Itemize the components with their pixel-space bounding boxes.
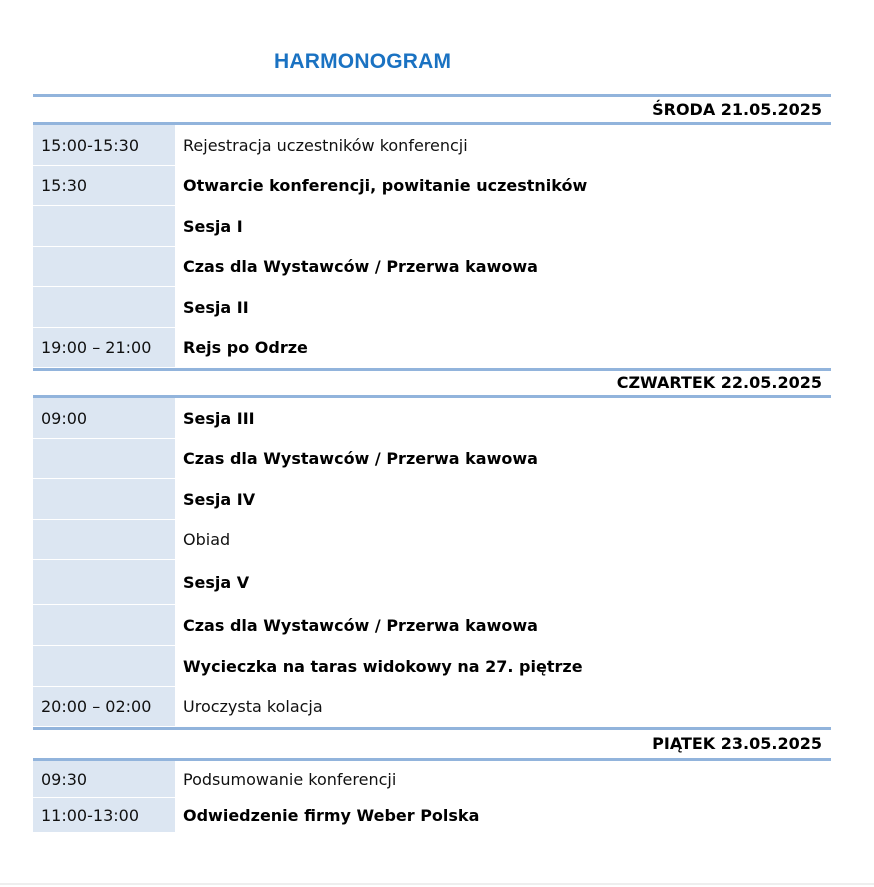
event-cell: Sesja V xyxy=(183,572,250,592)
time-cell: 20:00 – 02:00 xyxy=(33,687,175,726)
time-cell: 11:00-13:00 xyxy=(33,798,175,832)
table-row xyxy=(33,560,831,605)
time-cell: 19:00 – 21:00 xyxy=(33,328,175,367)
event-cell: Otwarcie konferencji, powitanie uczestników xyxy=(183,176,588,195)
time-cell xyxy=(33,479,175,519)
table-row xyxy=(33,247,831,287)
table-row xyxy=(33,798,831,832)
event-cell: Sesja II xyxy=(183,297,249,317)
event-cell: Czas dla Wystawców / Przerwa kawowa xyxy=(183,615,538,635)
time-cell: 09:30 xyxy=(33,761,175,797)
event-cell: Wycieczka na taras widokowy na 27. piętrze xyxy=(183,656,583,676)
table-row xyxy=(33,166,831,206)
table-row xyxy=(33,646,831,687)
time-cell: 15:30 xyxy=(33,166,175,205)
table-row xyxy=(33,479,831,520)
table-row xyxy=(33,439,831,479)
table-row xyxy=(33,125,831,166)
event-cell: Sesja I xyxy=(183,216,243,236)
time-cell: 09:00 xyxy=(33,398,175,438)
bottom-divider xyxy=(0,883,874,885)
time-cell xyxy=(33,287,175,327)
time-cell xyxy=(33,605,175,645)
day-header-thursday: CZWARTEK 22.05.2025 xyxy=(33,368,831,398)
event-cell: Rejs po Odrze xyxy=(183,338,308,357)
schedule-table xyxy=(33,94,831,832)
event-cell: Podsumowanie konferencji xyxy=(183,769,397,789)
table-row xyxy=(33,328,831,368)
event-cell: Sesja IV xyxy=(183,489,256,509)
event-cell: Odwiedzenie firmy Weber Polska xyxy=(183,805,480,825)
table-row xyxy=(33,206,831,247)
time-cell: 15:00-15:30 xyxy=(33,125,175,165)
table-row xyxy=(33,398,831,439)
time-cell xyxy=(33,520,175,559)
event-cell: Sesja III xyxy=(183,408,255,428)
table-row xyxy=(33,605,831,646)
event-cell: Czas dla Wystawców / Przerwa kawowa xyxy=(183,257,538,276)
table-row xyxy=(33,520,831,560)
event-cell: Obiad xyxy=(183,530,231,549)
table-row xyxy=(33,761,831,798)
event-cell: Uroczysta kolacja xyxy=(183,697,323,716)
table-row xyxy=(33,687,831,727)
time-cell xyxy=(33,206,175,246)
time-cell xyxy=(33,439,175,478)
table-row xyxy=(33,287,831,328)
day-header-friday: PIĄTEK 23.05.2025 xyxy=(33,727,831,761)
event-cell: Rejestracja uczestników konferencji xyxy=(183,135,468,155)
page-title: HARMONOGRAM xyxy=(274,50,452,73)
time-cell xyxy=(33,646,175,686)
day-header-wednesday: ŚRODA 21.05.2025 xyxy=(33,94,831,125)
event-cell: Czas dla Wystawców / Przerwa kawowa xyxy=(183,449,538,468)
time-cell xyxy=(33,247,175,286)
time-cell xyxy=(33,560,175,604)
